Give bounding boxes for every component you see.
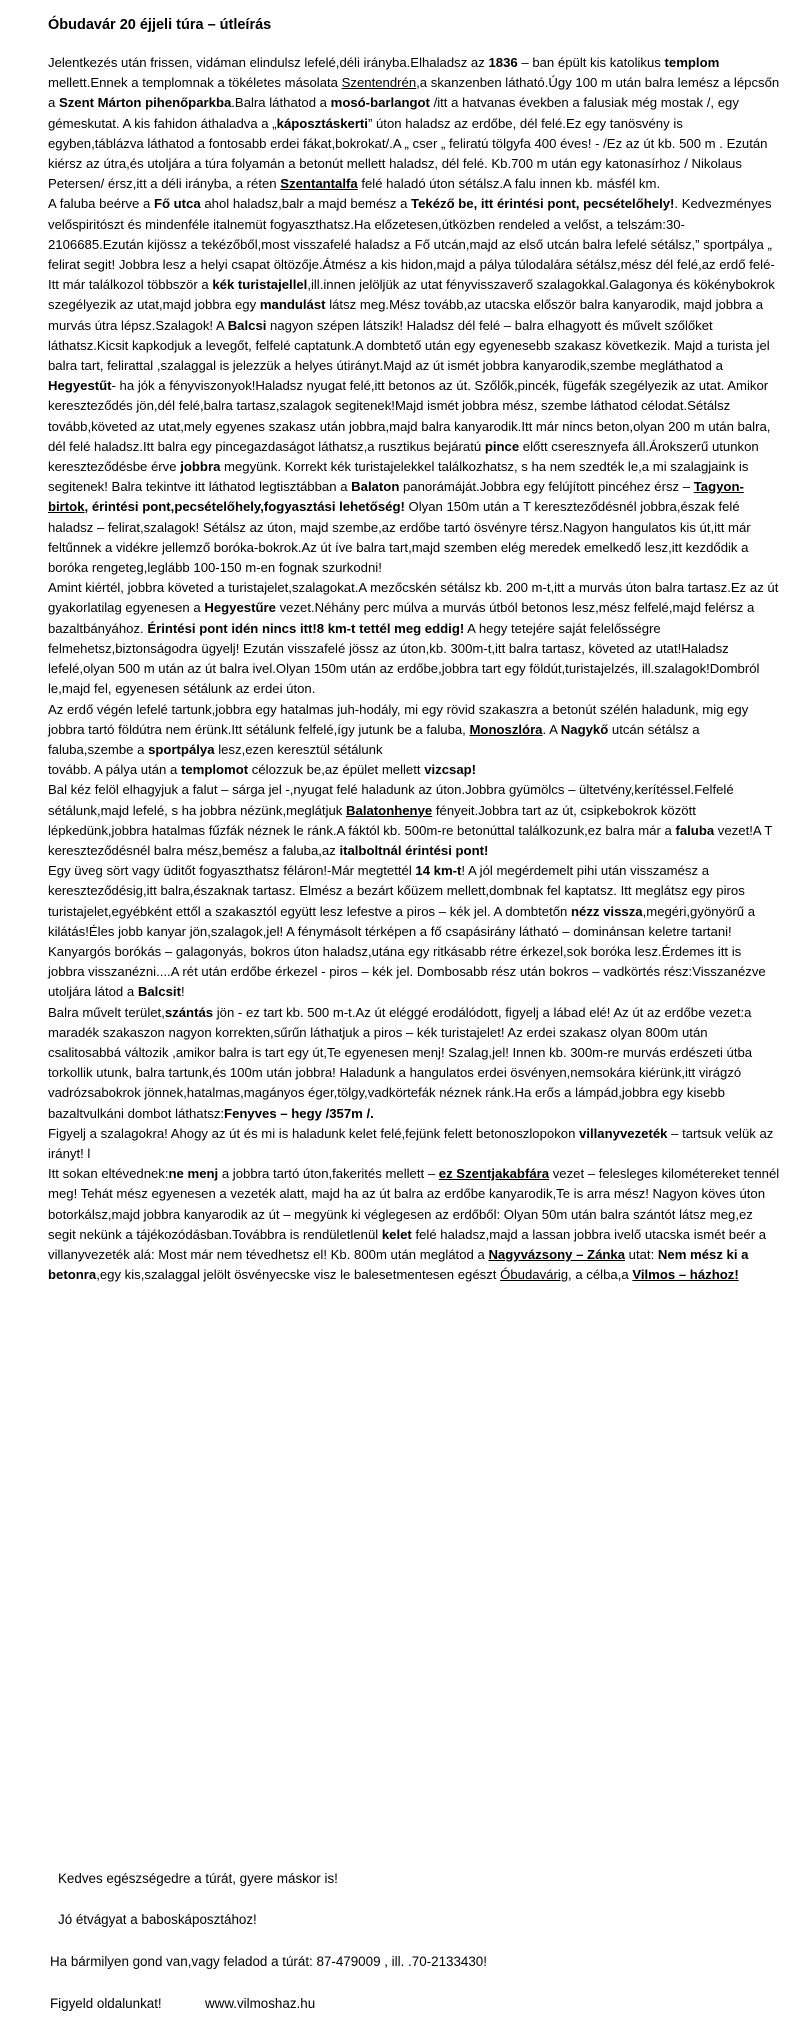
text-run: a jobbra tartó úton,fakerités mellett – <box>218 1166 439 1182</box>
text-run: panorámáját.Jobbra egy felújított pincéhez érsz – <box>399 479 694 495</box>
emphasized-text: Nagyvázsony – Zánka <box>488 1246 626 1262</box>
emphasized-text: villanyvezeték <box>579 1125 668 1141</box>
emphasized-text: Tagyon-birtok <box>48 479 744 515</box>
emphasized-text: vizcsap! <box>424 762 477 778</box>
text-run: - ha jók a fényviszonyok!Haladsz nyugat felé,itt betonos az út. Szőlők,pincék, fügefák szegélyezik az utat. Amikor kereszteződés jön,dél felé,balra tartasz,szalagok segitenek!Majd ismét jobbra mész, szembe láthatod célodat.Sétálsz tovább,követed az utat,mely egyenes szakasz után jobbra,majd balra kanyarodik.Itt már nincs beton,olyan 200 m után balra, dél felé haladsz.Itt balra egy pincegazdaságot láthatsz,a rusztikus bejáratú <box>48 378 771 454</box>
text-run: jön - ez tart kb. 500 m-t.Az út eléggé erodálódott, figyelj a lábad elé! Az út az erdőbe vezet:a maradék szakaszon nagyon korrekten,sűrűn láthatjuk a piros – kék turistajelet! Az erdei szakasz olyan 800m után csalitosabbá változik ,amikor balra is tart egy út,Te egyenesen menj! Szalag,jel! Innen kb. 300m-re murvás erdészeti útba torkollik utunk, balra tartunk,és 100m után jobbra! Haladunk a hangulatos erdei ösvényen,nemsokára kiérünk,itt virágzó vadrózsabokrok jönnek,hatalmas,magányos éger,tölgy,vadkörtefák néznek ránk.Ha erős a lámpád,jobbra egy kisebb bazaltvulkáni dombot láthatsz: <box>48 1004 753 1121</box>
text-run: vezet.Néhány perc múlva a murvás útból betonos lesz,mész felfelé,majd felérsz a bazaltbányához. <box>48 600 755 636</box>
text-run: felé haladó úton sétálsz.A falu innen kb. másfél km. <box>357 176 661 192</box>
emphasized-text: templomot <box>180 762 249 778</box>
text-run: ! <box>180 984 185 1000</box>
emphasized-text: Szent Márton pihenőparkba <box>58 95 232 111</box>
emphasized-text: Hegyestűre <box>204 600 276 616</box>
closing-meal-note: Jó étvágyat a baboskáposztához! <box>58 1912 257 1927</box>
emphasized-text: faluba <box>675 822 715 838</box>
text-run: .Balra láthatod a <box>231 95 331 111</box>
emphasized-text: ne menj <box>168 1166 219 1182</box>
emphasized-text: Balaton <box>351 479 400 495</box>
paragraph <box>48 1124 780 1164</box>
emphasized-text: kelet <box>381 1226 412 1242</box>
paragraph <box>48 700 780 761</box>
text-run: Az erdő végén lefelé tartunk,jobbra egy hatalmas juh-hodály, mi egy rövid szakaszra a betonút szélén haladunk, mig egy jobbra tartó földútra nem érünk.Itt sétálunk felfelé,így jutunk be a faluba, <box>48 701 749 737</box>
emphasized-text: ez Szentjakabfára <box>438 1166 550 1182</box>
text-run: mellett.Ennek a templomnak a tökéletes másolata <box>48 75 342 91</box>
emphasized-text: mandulást <box>259 297 326 313</box>
text-run: vezet – felesleges kilométereket tennél meg! Tehát mész egyenesen a vezeték alatt, majd ha az út balra az erdőbe kanyarodik,Te is arra mész! Nagyon köves úton botorkálsz,majd jobbra kanyarodik az út – megyünk ki véglegesen az erdőből: Olyan 50m után balra szántót látsz meg,ez segit nekünk a tájékozódásban.Továbbra is rendületlenül <box>48 1166 780 1242</box>
text-run: Jelentkezés után frissen, vidáman elindulsz lefelé,déli irányba.Elhaladsz az <box>48 55 489 70</box>
text-run: Szentendrén <box>341 75 417 91</box>
text-run: felé haladsz,majd a lassan jobbra ivelő utacska ismét beér a villanyvezeték alá: Most már nem tévedhetsz el! Kb. 800m után meglátod a <box>48 1226 767 1262</box>
website-link[interactable]: www.vilmoshaz.hu <box>205 1996 316 2011</box>
emphasized-text: Balcsit <box>137 984 181 1000</box>
text-run: látsz meg.Mész tovább,az utacska először balra kanyarodik, majd jobbra a murvás útra lépsz.Szalagok! A <box>48 297 764 333</box>
text-run: célozzuk be,az épület mellett <box>248 762 425 778</box>
emphasized-text: 1836 <box>488 55 518 70</box>
text-run: vezet!A T kereszteződésnél balra mész,bemész a faluba,az <box>48 822 773 858</box>
text-run: ,ill.innen jelöljük az utat fényvisszaverő szalagokkal.Galagonya és kökénybokrok szegélyezik az utat,majd jobbra egy <box>48 277 775 313</box>
emphasized-text: italboltnál érintési pont! <box>339 842 489 858</box>
paragraph <box>48 760 780 780</box>
emphasized-text: Fenyves – hegy /357m /. <box>224 1105 374 1121</box>
text-run: Figyelj a szalagokra! Ahogy az út és mi is haladunk kelet felé,fejünk felett betonoszlopokon <box>48 1125 580 1141</box>
emphasized-text: Hegyestűt <box>48 378 112 394</box>
emphasized-text: Szentantalfa <box>280 176 358 192</box>
website-prompt: Figyeld oldalunkat! <box>50 1996 162 2011</box>
emphasized-text: Vilmos – házhoz! <box>632 1267 739 1283</box>
text-run: fényeit.Jobbra tart az út, csipkebokrok között lépkedünk,jobbra hatalmas fűzfák néznek le ránk.A fáktól kb. 500m-re betonúttal találkozunk,ez balra már a <box>48 802 696 838</box>
text-run: Bal kéz felöl elhagyjuk a falut – sárga jel -,nyugat felé haladunk az úton.Jobbra gyümölcs – ültetvény,kerítéssel.Felfelé sétálunk,majd lefelé, s ha jobbra nézünk,meglátjuk <box>48 782 734 818</box>
text-run: ,egy kis,szalaggal jelölt ösvényecske visz le balesetmentesen egészt <box>96 1267 501 1283</box>
paragraph <box>48 1164 780 1285</box>
text-run: A hegy tetejére saját felelősségre felmehetsz,biztonságodra ügyelj! Ezután visszafelé jössz az úton,kb. 300m-t,itt balra tartasz, követed az utat!Haladsz lefelé,olyan 500 m után az út balra ivel.Olyan 150m után az erdőbe,jobbra tart egy földút,turistajelzés, ill.szalagok!Dombról le,majd fel, egyenesen sétálunk az erdei úton. <box>48 620 760 697</box>
text-run: utat: <box>625 1246 658 1262</box>
emphasized-text: káposztáskerti <box>276 115 368 131</box>
emphasized-text: mosó-barlangot <box>330 95 430 111</box>
emphasized-text: pince <box>484 438 520 454</box>
text-run: , a célba,a <box>568 1267 633 1283</box>
text-run: lesz,ezen keresztül sétálunk <box>214 741 383 757</box>
document <box>48 16 780 1285</box>
text-run: A faluba beérve a <box>48 196 154 212</box>
emphasized-text: Tekéző be, itt érintési pont, pecsételőhely! <box>411 196 675 212</box>
emphasized-text: Fő utca <box>153 196 201 212</box>
emphasized-text: kék turistajellel <box>212 277 308 293</box>
contact-line: Ha bármilyen gond van,vagy feladod a túrát: 87-479009 , ill. .70-2133430! <box>50 1954 487 1969</box>
text-run: utcán sétálsz a faluba,szembe a <box>48 721 700 757</box>
text-run: előtt cseresznyefa áll.Árokszerű utunkon kereszteződésbe érve <box>48 438 759 475</box>
emphasized-text: sportpálya <box>148 741 215 757</box>
text-run: nagyon szépen látszik! Haladsz dél felé – balra elhagyott és művelt szőlőket láthatsz.Kicsit kapkodjuk a levegőt, felfelé captatunk.A dombtető után egy egyenesebb szakasz következik. Majd a turista jel balra tart, felirattal ,szalaggal is jelezzük a helyes útirányt.Majd az út ismét jobbra kanyarodik,szembe megláthatod a <box>48 317 770 374</box>
text-run: Balra művelt terület, <box>48 1004 165 1020</box>
text-run: Olyan 150m után a T kereszteződésnél jobbra,észak felé haladsz – felirat,szalagok! Sétálsz az úton, majd szembe,az erdőbe tartó ösvényre térsz.Nagyon hangulatos kis út,itt már feltűnnek a vidékre jellemző boróka-bokrok.Az út íve balra tart,majd szemben elég meredek emelkedő lesz,itt kezdődik a boróka rengeteg,leglább 100-150 m-en fognak szurkodni! <box>48 499 751 576</box>
text-run: /itt a hatvanas években a falusiak még mostak /, egy gémeskutat. A kis fahidon áthaladva a „ <box>48 95 739 131</box>
text-run: . A <box>542 721 561 737</box>
emphasized-text: nézz vissza <box>571 903 643 919</box>
emphasized-text: 14 km-t <box>415 863 462 879</box>
text-run: Egy üveg sört vagy üditőt fogyaszthatsz féláron!-Már megtettél <box>48 863 416 879</box>
paragraph <box>48 578 780 699</box>
paragraph <box>48 1003 780 1124</box>
body-text <box>48 53 780 1285</box>
paragraph <box>48 861 780 1002</box>
emphasized-text: Nem mész ki a betonra <box>48 1246 749 1283</box>
text-run: ahol haladsz,balr a majd bemész a <box>200 196 412 212</box>
text-run: ,megéri,gyönyörű a kilátás!Éles jobb kanyar jön,szalagok,jel! A fénymásolt térképen a fő csapásirány látható – dominánsan keletre tartani! Kanyargós borókás – galagonyás, bokros úton haladsz,utána egy ritkásabb rétre érkezel,sok boróka lesz.Érdemes itt is jobbra visszanézni....A rét után erdőbe érkezel - piros – kék jel. Dombosabb rész után bokros – vadkörtés rész:Visszanézve utoljára látod a <box>48 903 766 1000</box>
text-run: . Kedvezményes velőspiritószt és mindenféle italnemüt fogyaszthatsz.Ha előzetesen,útközben rendeled a velőst, a telszám:30-2106685.Ezután kijössz a tekézőből,most visszafelé haladsz a Fő utcán,majd az első utcán balra lefelé sétálsz,” sportpálya „ felirat segit! Jobbra lesz a helyi csapat öltözője.Átmész a kis hidon,majd a pálya túlodalára sétálsz,mész dél felé,az erdő felé- Itt már találkozol többször a <box>48 196 775 293</box>
emphasized-text: templom <box>664 55 720 70</box>
text-run: ! A jól megérdemelt pihi után visszamész a kereszteződésig,itt balra,északnak tartasz. Elmész a bezárt kőüzem mellett,dombnak fel kaptatsz. Itt meglátsz egy piros turistajelet,egyébként ettől a szakasztól együtt lesz lefestve a piros – kék jel. A dombtetőn <box>48 863 745 919</box>
emphasized-text: Monoszlóra <box>469 721 543 737</box>
text-run: tovább. A pálya után a <box>48 762 181 778</box>
text-run: Itt sokan eltévednek: <box>48 1166 169 1182</box>
emphasized-text: Érintési pont idén nincs itt!8 km-t tettél meg eddig! <box>147 620 465 636</box>
paragraph <box>48 194 780 578</box>
emphasized-text: szántás <box>164 1004 214 1020</box>
document-title: Óbudavár 20 éjjeli túra – útleírás <box>48 17 272 33</box>
closing-greeting: Kedves egészségedre a túrát, gyere máskor is! <box>58 1871 338 1886</box>
emphasized-text: , érintési pont,pecsételőhely,fogyasztási lehetőség! <box>84 499 405 515</box>
text-run: Óbudavárig <box>500 1267 569 1283</box>
text-run: ,a skanzenben látható.Úgy 100 m után balra lemész a lépcsőn a <box>48 75 780 111</box>
text-run: ” úton haladsz az erdőbe, dél felé.Ez egy tanösvény is egyben,táblázva láthatod a fontosabb erdei fákat,bokrokat/.A „ cser „ feliratú tölgyfa 400 éves! - /Ez az út kb. 500 m . Ezután kiérsz az útra,és utoljára a túra folyamán a betonút mellett haladsz, dél felé. Kb.700 m után egy katonasírhoz / Nikolaus Petersen/ érsz,itt a déli irányba, a réten <box>48 115 768 192</box>
text-run: – ban épült kis katolikus <box>517 55 665 70</box>
text-run: megyünk. Korrekt kék turistajelekkel találkozhatsz, s ha nem szedték le,a mi szalagjaink is segitenek! Balra tekintve itt láthatod legtisztábban a <box>48 459 749 495</box>
text-run: – tartsuk velük az irányt! l <box>48 1125 774 1161</box>
text-run: Amint kiértél, jobbra követed a turistajelet,szalagokat.A mezőcskén sétálsz kb. 200 m-t,itt a murvás úton balra tartasz.Ez az út gyakorlatilag egyenesen a <box>48 580 779 616</box>
paragraph <box>48 780 780 861</box>
emphasized-text: Balatonhenye <box>346 802 433 818</box>
emphasized-text: Nagykő <box>560 721 609 737</box>
emphasized-text: Balcsi <box>227 317 267 333</box>
paragraph <box>48 53 780 194</box>
emphasized-text: jobbra <box>180 459 221 475</box>
